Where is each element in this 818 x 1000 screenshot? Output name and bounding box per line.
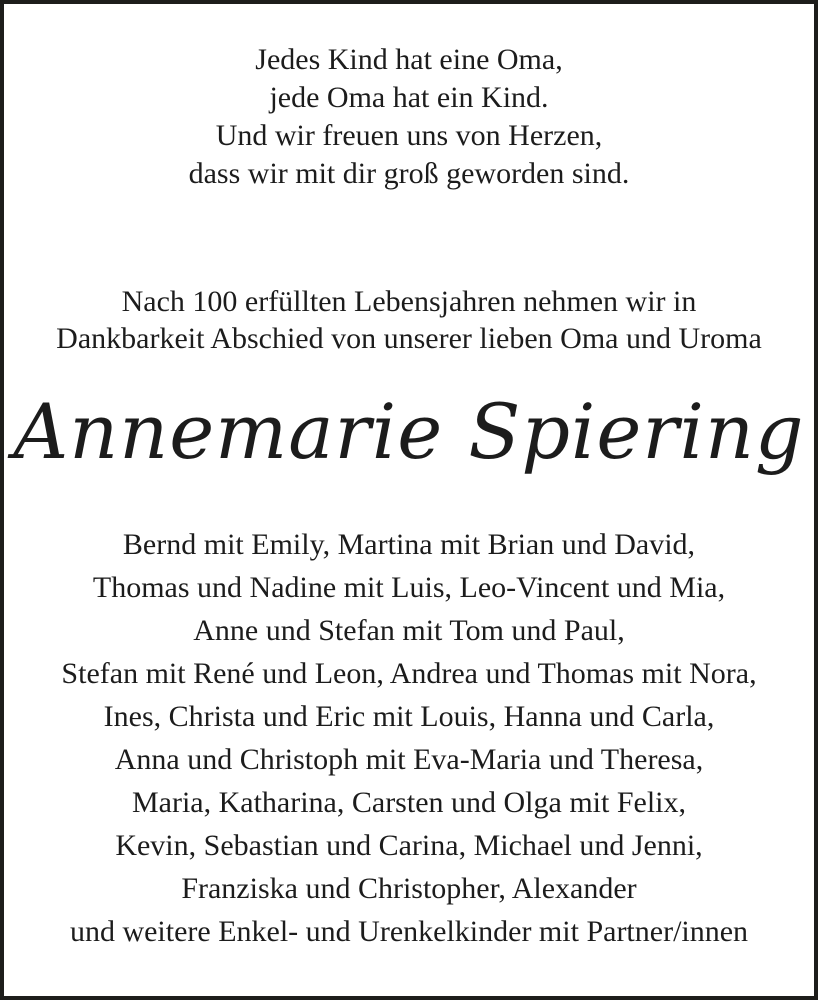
poem-line: jede Oma hat ein Kind. xyxy=(269,81,549,114)
family-line: Anne und Stefan mit Tom und Paul, xyxy=(193,614,625,647)
family-line: Anna und Christoph mit Eva-Maria und Theresa, xyxy=(114,743,704,776)
poem-line: dass wir mit dir groß geworden sind. xyxy=(188,157,630,190)
family-line: Kevin, Sebastian und Carina, Michael und Jenni, xyxy=(115,829,703,862)
deceased-name: Annemarie Spiering xyxy=(13,387,805,476)
family-line: Ines, Christa und Eric mit Louis, Hanna und Carla, xyxy=(103,700,715,733)
poem-block xyxy=(4,41,814,193)
family-line: Thomas und Nadine mit Luis, Leo-Vincent und Mia, xyxy=(92,571,726,604)
family-names-block xyxy=(4,523,814,953)
family-line: Stefan mit René und Leon, Andrea und Thomas mit Nora, xyxy=(61,657,757,690)
announcement-line: Nach 100 erfüllten Lebensjahren nehmen wir in xyxy=(121,285,697,318)
family-line: Maria, Katharina, Carsten und Olga mit Felix, xyxy=(131,786,687,819)
announcement-block xyxy=(4,283,814,357)
poem-line: Jedes Kind hat eine Oma, xyxy=(255,43,563,76)
family-line: und weitere Enkel- und Urenkelkinder mit Partner/innen xyxy=(69,915,749,948)
poem-line: Und wir freuen uns von Herzen, xyxy=(215,119,603,152)
family-line: Franziska und Christopher, Alexander xyxy=(181,872,637,905)
family-line: Bernd mit Emily, Martina mit Brian und David, xyxy=(122,528,696,561)
announcement-line: Dankbarkeit Abschied von unserer lieben Oma und Uroma xyxy=(56,322,762,355)
